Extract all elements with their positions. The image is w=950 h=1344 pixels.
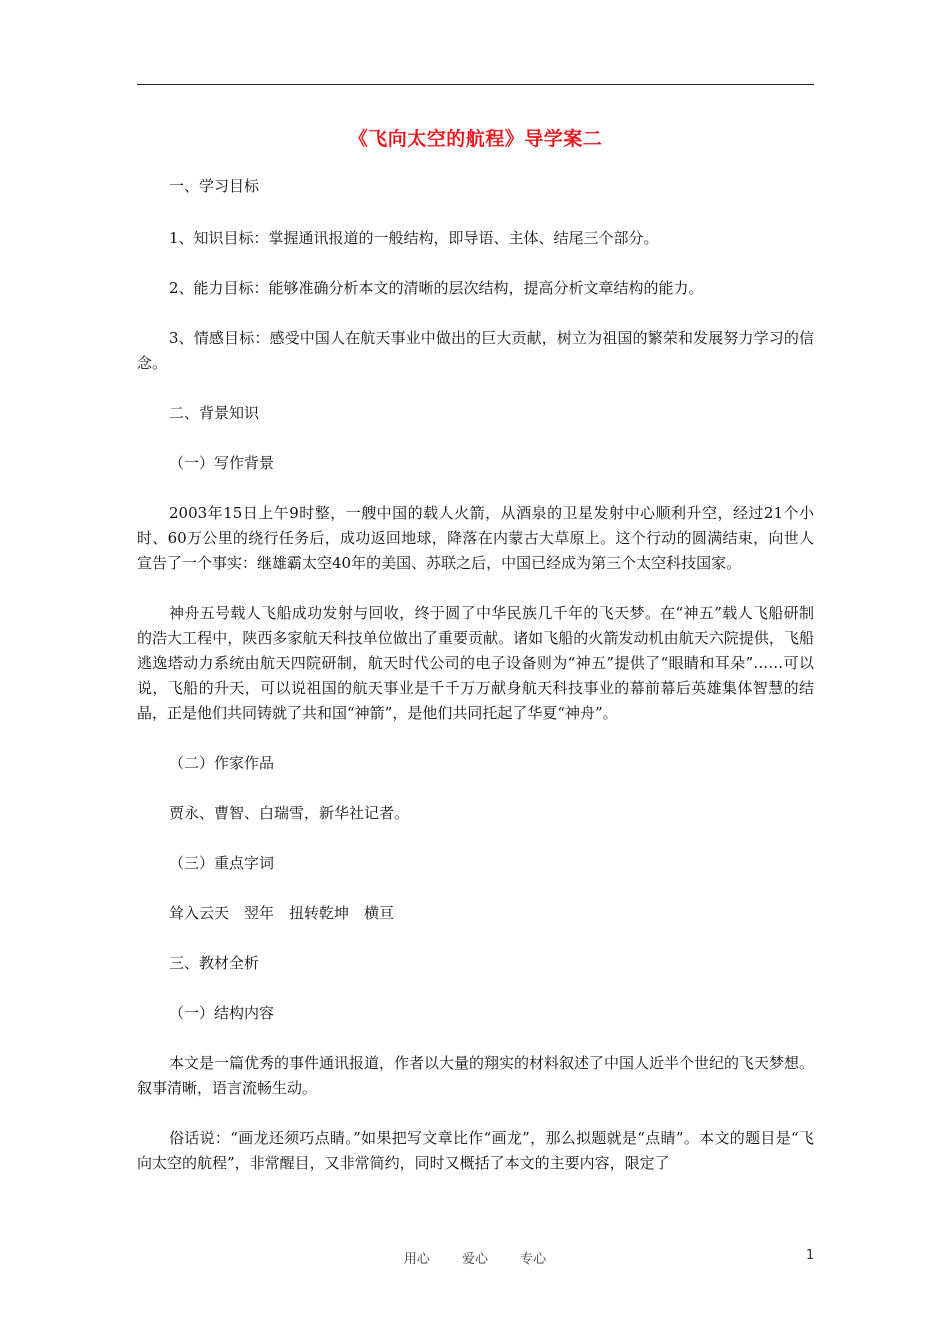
document-body [137, 174, 814, 1176]
document-title: 《飞向太空的航程》导学案二 [348, 128, 603, 150]
paragraph: 1、知识目标：掌握通讯报道的一般结构，即导语、主体、结尾三个部分。 [169, 229, 659, 247]
section-heading: 二、背景知识 [169, 404, 260, 422]
subsection-heading: （一）结构内容 [169, 1004, 275, 1022]
footer-item: 专心 [520, 1252, 547, 1267]
subsection-heading: （二）作家作品 [169, 754, 275, 772]
footer-item: 爱心 [461, 1252, 488, 1267]
paragraph: 3、情感目标：感受中国人在航天事业中做出的巨大贡献，树立为祖国的繁荣和发展努力学习的信念。 [137, 329, 814, 372]
subsection-heading: （一）写作背景 [169, 454, 275, 472]
paragraph: 耸入云天 翌年 扭转乾坤 横亘 [169, 904, 395, 922]
subsection-heading: （三）重点字词 [169, 854, 275, 872]
paragraph: 2、能力目标：能够准确分析本文的清晰的层次结构，提高分析文章结构的能力。 [169, 279, 704, 297]
paragraph: 2003年15日上午9时整，一艘中国的载人火箭，从酒泉的卫星发射中心顺利升空，经过21个小时、60万公里的绕行任务后，成功返回地球，降落在内蒙古大草原上。这个行动的圆满结束，向世人宣告了一个事实：继雄霸太空40年的美国、苏联之后，中国已经成为第三个太空科技国家。 [137, 504, 814, 572]
paragraph: 俗话说：“画龙还须巧点睛。”如果把写文章比作“画龙”，那么拟题就是“点睛”。本文的题目是“飞向太空的航程”，非常醒目，又非常简约，同时又概括了本文的主要内容，限定了 [137, 1129, 814, 1172]
paragraph: 贾永、曹智、白瑞雪，新华社记者。 [169, 804, 410, 822]
footer-item: 用心 [403, 1252, 430, 1267]
paragraph: 本文是一篇优秀的事件通讯报道，作者以大量的翔实的材料叙述了中国人近半个世纪的飞天梦想。叙事清晰，语言流畅生动。 [137, 1054, 815, 1097]
paragraph: 神舟五号载人飞船成功发射与回收，终于圆了中华民族几千年的飞天梦。在“神五”载人飞船研制的浩大工程中，陕西多家航天科技单位做出了重要贡献。诸如飞船的火箭发动机由航天六院提供，飞船逃逸塔动力系统由航天四院研制，航天时代公司的电子设备则为“神五”提供了“眼睛和耳朵”……可以说，飞船的升天，可以说祖国的航天事业是千千万万献身航天科技事业的幕前幕后英雄集体智慧的结晶，正是他们共同铸就了共和国“神箭”，是他们共同托起了华夏“神舟”。 [137, 604, 814, 722]
section-heading: 一、学习目标 [169, 177, 260, 195]
page-number: 1 [806, 1248, 815, 1263]
section-heading: 三、教材全析 [169, 954, 260, 972]
header-rule [137, 84, 814, 85]
